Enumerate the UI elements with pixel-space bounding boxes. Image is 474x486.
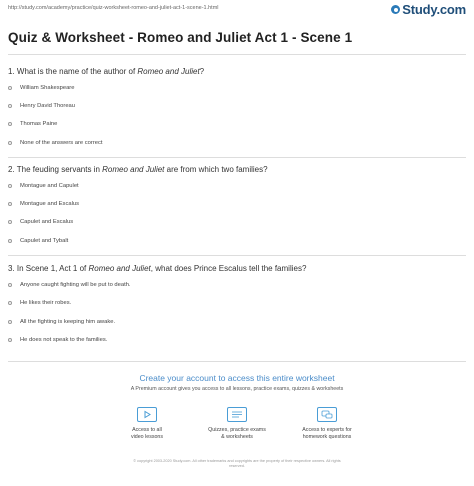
radio-button[interactable]	[8, 86, 12, 90]
radio-button[interactable]	[8, 122, 12, 126]
radio-button[interactable]	[8, 338, 12, 342]
question-1: 1. What is the name of the author of Romeo and Juliet?	[8, 67, 205, 76]
footer-copyright: © copyright 2003-2020 Study.com. All other trademarks and copyrights are the property of their respective owners. All rights reserved.	[133, 459, 341, 468]
question-2: 2. The feuding servants in Romeo and Juliet are from which two families?	[8, 165, 268, 174]
answer-option[interactable]: Montague and Escalus	[8, 198, 79, 210]
page-url[interactable]: http://study.com/academy/practice/quiz-worksheet-romeo-and-juliet-act-1-scene-1.html	[8, 5, 219, 11]
answer-option[interactable]: He does not speak to the families.	[8, 334, 107, 346]
chat-icon	[317, 407, 337, 422]
feature-video-lessons: Access to all video lessons	[107, 407, 187, 441]
radio-button[interactable]	[8, 283, 12, 287]
answer-option[interactable]: Capulet and Tybalt	[8, 235, 68, 247]
answer-option[interactable]: Capulet and Escalus	[8, 216, 73, 228]
cta-divider	[8, 361, 466, 362]
radio-button[interactable]	[8, 301, 12, 305]
answer-option[interactable]: None of the answers are correct	[8, 137, 102, 149]
top-bar	[0, 0, 474, 20]
video-icon	[137, 407, 157, 422]
feature-experts: Access to experts for homework questions	[287, 407, 367, 441]
answer-option[interactable]: Henry David Thoreau	[8, 100, 75, 112]
logo-text: Study.com	[402, 2, 466, 17]
study-logo[interactable]	[391, 2, 466, 17]
cta-title[interactable]: Create your account to access this entire worksheet	[139, 373, 335, 383]
answer-option[interactable]: William Shakespeare	[8, 82, 74, 94]
radio-button[interactable]	[8, 320, 12, 324]
question-3: 3. In Scene 1, Act 1 of Romeo and Juliet, what does Prince Escalus tell the families?	[8, 264, 307, 273]
question-divider	[8, 157, 466, 158]
answer-option[interactable]: Thomas Paine	[8, 118, 57, 130]
title-divider	[8, 54, 466, 55]
cta-subtitle: A Premium account gives you access to all lessons, practice exams, quizzes & worksheets	[130, 386, 344, 392]
quiz-icon	[227, 407, 247, 422]
cta-block	[0, 373, 474, 392]
answer-option[interactable]: Montague and Capulet	[8, 180, 79, 192]
page-title: Quiz & Worksheet - Romeo and Juliet Act 1 - Scene 1	[8, 30, 353, 45]
question-divider	[8, 255, 466, 256]
radio-button[interactable]	[8, 202, 12, 206]
radio-button[interactable]	[8, 220, 12, 224]
radio-button[interactable]	[8, 104, 12, 108]
feature-quizzes: Quizzes, practice exams & worksheets	[197, 407, 277, 441]
answer-option[interactable]: Anyone caught fighting will be put to death.	[8, 279, 131, 291]
answer-option[interactable]: All the fighting is keeping him awake.	[8, 316, 115, 328]
radio-button[interactable]	[8, 141, 12, 145]
radio-button[interactable]	[8, 239, 12, 243]
logo-icon	[391, 5, 400, 14]
answer-option[interactable]: He likes their robes.	[8, 297, 71, 309]
radio-button[interactable]	[8, 184, 12, 188]
